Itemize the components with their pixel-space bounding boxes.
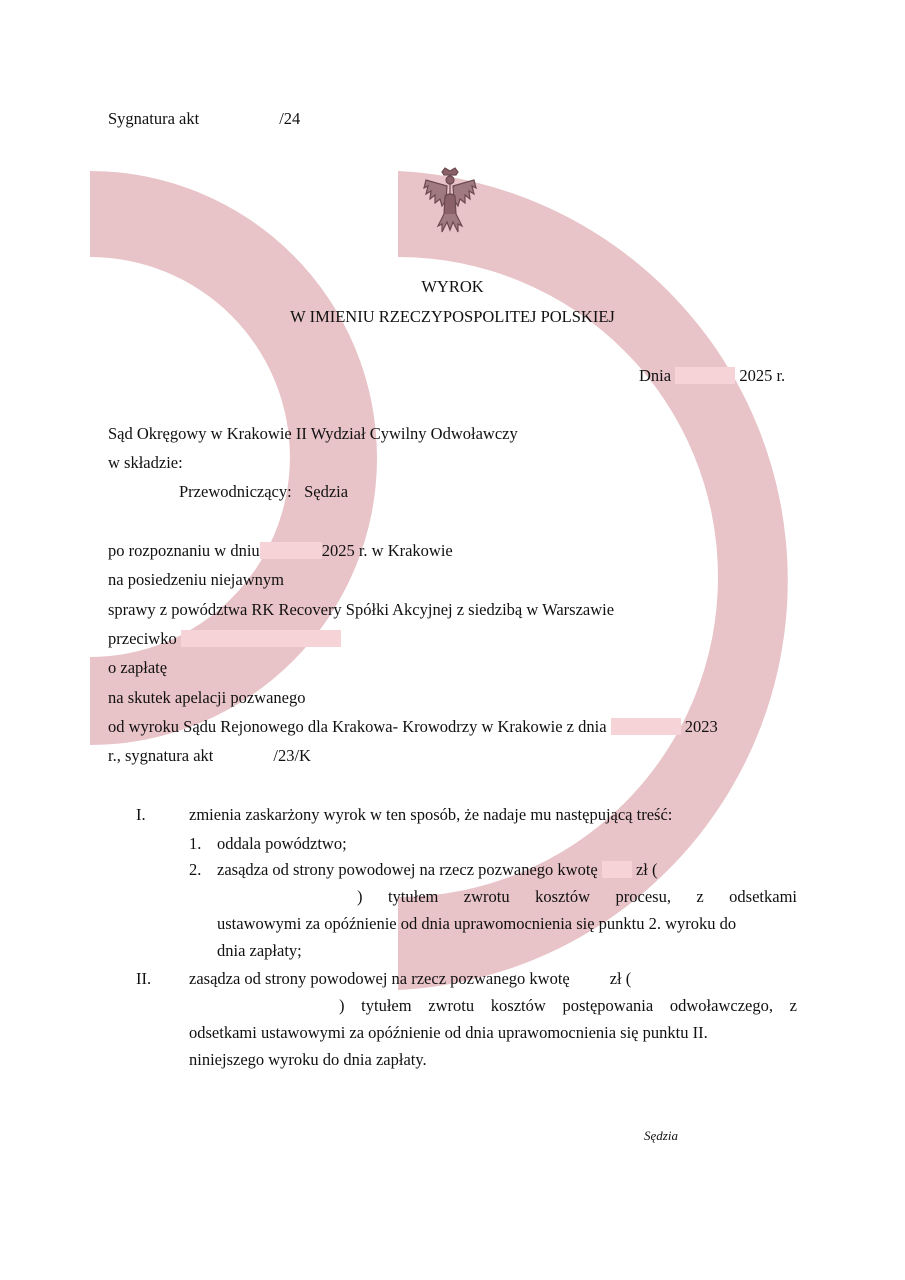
- ruling-item-2-amount-prefix: zasądza od strony powodowej na rzecz pozwanego kwotę: [189, 969, 570, 988]
- lower-court-signature-suffix: /23/K: [273, 746, 311, 765]
- ruling-sub-2-line-4: dnia zapłaty;: [217, 941, 302, 960]
- redacted-lower-court-number: [213, 747, 273, 764]
- presiding-judge: [179, 482, 348, 502]
- redacted-date: [675, 367, 735, 384]
- redacted-amount-1: [602, 861, 632, 878]
- redacted-amount-words-2: [189, 997, 339, 1014]
- case-signature-label: Sygnatura akt: [108, 109, 200, 128]
- ruling-item-2-line-1: [189, 969, 631, 989]
- redacted-hearing-date: [260, 542, 322, 559]
- court-name: Sąd Okręgowy w Krakowie II Wydział Cywilny Odwoławczy: [108, 424, 518, 443]
- ruling-sub-2-currency: zł (: [635, 860, 658, 879]
- redacted-amount-words-1: [217, 888, 357, 905]
- ruling-item-2-costs: ) tytułem zwrotu kosztów postępowania odwoławczego, z: [339, 996, 797, 1015]
- lower-court-year: 2023: [684, 717, 718, 736]
- proceedings-line-3: sprawy z powództwa RK Recovery Spółki Akcyjnej z siedzibą w Warszawie: [108, 600, 615, 619]
- redacted-amount-2: [570, 970, 610, 987]
- case-signature: [108, 109, 300, 129]
- ruling-sub-1-numeral: 1.: [189, 834, 202, 853]
- court-composition-label: w składzie:: [108, 453, 183, 472]
- ruling-item-2-line-3: odsetkami ustawowymi za opóźnienie od dnia uprawomocnienia się punktu II.: [189, 1023, 708, 1042]
- ruling-sub-2-line-3: ustawowymi za opóźnienie od dnia uprawomocnienia się punktu 2. wyroku do: [217, 914, 737, 933]
- ruling-date: [639, 366, 785, 386]
- ruling-item-2-numeral: II.: [136, 969, 152, 988]
- document-title: WYROK: [421, 277, 484, 296]
- presiding-value: Sędzia: [304, 482, 349, 501]
- ruling-sub-2-line-2: [217, 887, 797, 907]
- proceedings-line-5: o zapłatę: [108, 658, 168, 677]
- proceedings-line-8: [108, 746, 311, 766]
- redacted-case-number: [199, 110, 279, 127]
- redacted-defendant: [181, 630, 341, 647]
- ruling-date-prefix: Dnia: [639, 366, 672, 385]
- proceedings-date-prefix: po rozpoznaniu w dniu: [108, 541, 260, 560]
- lower-court-signature-prefix: r., sygnatura akt: [108, 746, 214, 765]
- ruling-item-2-currency: zł (: [609, 969, 632, 988]
- proceedings-date-suffix: 2025 r. w Krakowie: [321, 541, 453, 560]
- proceedings-line-1: [108, 541, 453, 561]
- proceedings-line-4: [108, 629, 341, 649]
- ruling-item-1-numeral: I.: [136, 805, 146, 824]
- ruling-sub-2-costs: ) tytułem zwrotu kosztów procesu, z odsetkami: [357, 887, 797, 906]
- ruling-item-2-line-2: [189, 996, 797, 1016]
- defendant-label: przeciwko: [108, 629, 177, 648]
- proceedings-line-6: na skutek apelacji pozwanego: [108, 688, 306, 707]
- ruling-sub-2-line-1: [217, 860, 658, 880]
- polish-eagle-icon: [420, 166, 480, 238]
- judge-signature: Sędzia: [644, 1128, 678, 1143]
- ruling-sub-2-numeral: 2.: [189, 860, 202, 879]
- ruling-sub-2-amount-prefix: zasądza od strony powodowej na rzecz pozwanego kwotę: [217, 860, 598, 879]
- ruling-item-1-text: zmienia zaskarżony wyrok w ten sposób, że nadaje mu następującą treść:: [189, 805, 673, 824]
- presiding-label: Przewodniczący:: [179, 482, 292, 501]
- ruling-item-2-line-4: niniejszego wyroku do dnia zapłaty.: [189, 1050, 427, 1069]
- ruling-date-suffix: 2025 r.: [739, 366, 786, 385]
- redacted-lower-court-date: [611, 718, 681, 735]
- case-signature-suffix: /24: [279, 109, 301, 128]
- ruling-sub-1-text: oddala powództwo;: [217, 834, 347, 853]
- proceedings-line-7: [108, 717, 718, 737]
- proceedings-line-2: na posiedzeniu niejawnym: [108, 570, 284, 589]
- document-subtitle: W IMIENIU RZECZYPOSPOLITEJ POLSKIEJ: [290, 307, 615, 326]
- lower-court-prefix: od wyroku Sądu Rejonowego dla Krakowa- Krowodrzy w Krakowie z dnia: [108, 717, 607, 736]
